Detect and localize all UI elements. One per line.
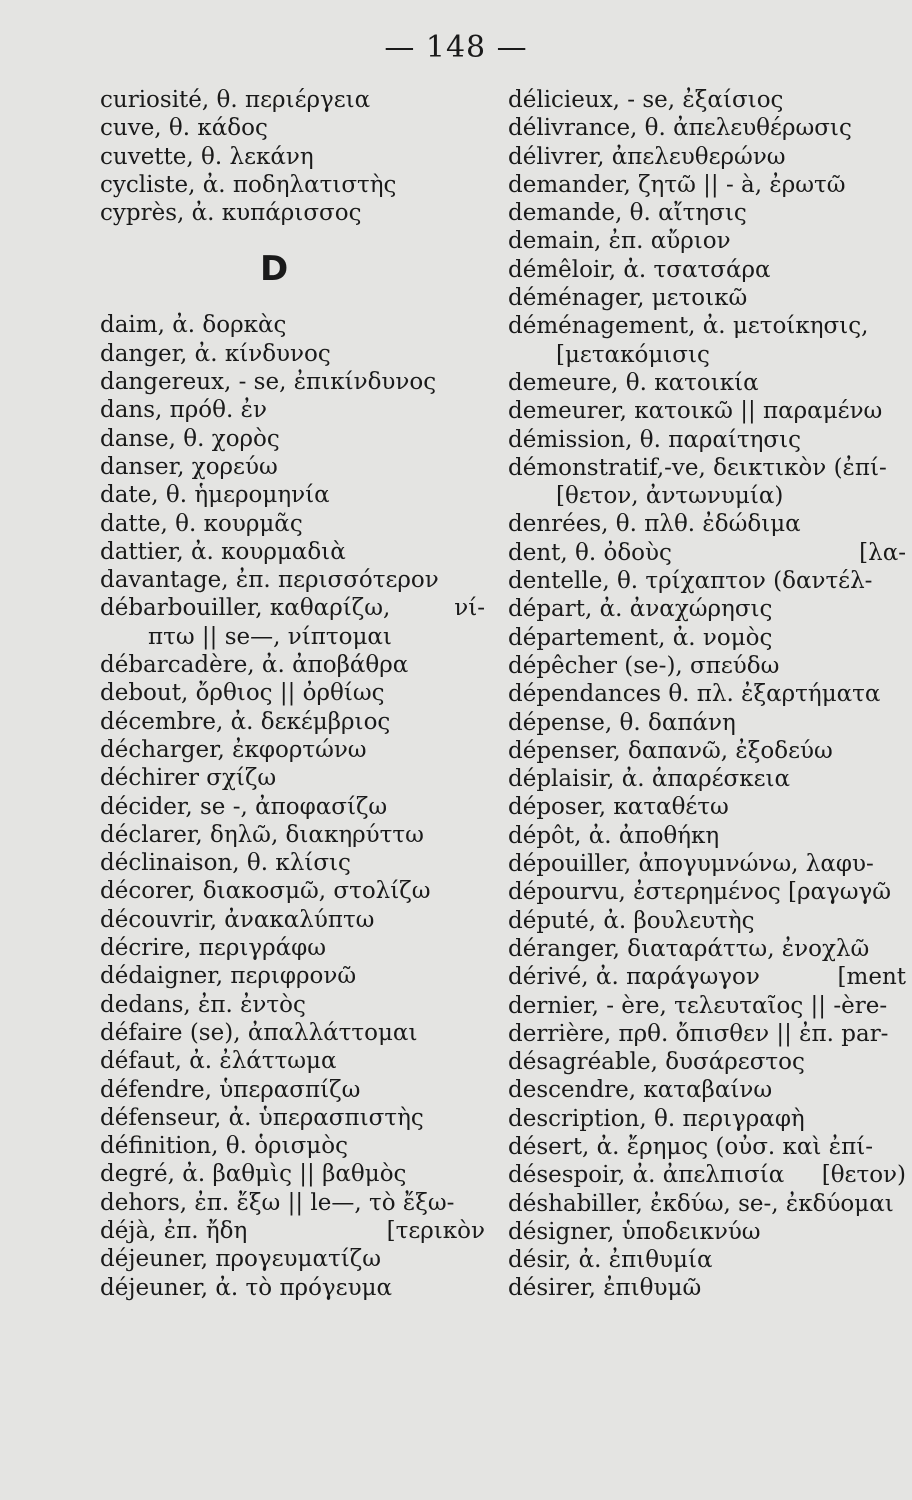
entry-text: délivrer, ἀπελευθερώνω (508, 143, 786, 170)
entry-text: dérivé, ἀ. παράγωγον (508, 964, 760, 991)
entry-text: défaire (se), ἀπαλλάττομαι (100, 1019, 418, 1046)
dictionary-entry (508, 850, 906, 878)
dictionary-entry (100, 510, 485, 538)
dictionary-entry (100, 114, 485, 142)
entry-text: défendre, ὑπερασπίζω (100, 1076, 361, 1103)
entry-text: dangereux, - se, ἐπικίνδυνος (100, 369, 437, 396)
entry-text: désert, ἀ. ἔρημος (οὐσ. καὶ ἐπί- (508, 1133, 874, 1160)
entry-continuation: [λα- (859, 539, 906, 566)
dictionary-entry (508, 256, 906, 284)
entry-text: désespoir, ἀ. ἀπελπισία (508, 1162, 785, 1189)
dictionary-entry (508, 935, 906, 963)
entry-text: description, θ. περιγραφὴ (508, 1105, 805, 1132)
dictionary-entry (100, 764, 485, 792)
entry-text: décharger, ἐκφορτώνω (100, 736, 367, 763)
entry-text: dentelle, θ. τρίχαπτον (δαντέλ- (508, 568, 873, 595)
entry-text: dedans, ἐπ. ἐντὸς (100, 991, 306, 1018)
entry-text: dattier, ἀ. κουρμαδιὰ (100, 538, 346, 565)
dictionary-entry (100, 708, 485, 736)
entry-text: déjeuner, ἀ. τὸ πρόγευμα (100, 1274, 393, 1301)
dictionary-entry (508, 1048, 906, 1076)
dictionary-entry (508, 737, 906, 765)
entry-text: dernier, - ère, τελευταῖος || -ère- (508, 992, 888, 1019)
dictionary-entry (100, 199, 485, 227)
dictionary-entry (508, 1133, 906, 1161)
entries-c-section (100, 86, 485, 227)
entry-text: dépenser, δαπανῶ, ἐξοδεύω (508, 737, 833, 764)
page-number: — 148 — (384, 30, 528, 65)
dictionary-entry (100, 425, 485, 453)
dictionary-entry (100, 368, 485, 396)
entry-text: débarbouiller, καθαρίζω, (100, 595, 391, 622)
right-column (508, 86, 906, 1303)
entry-text: dépense, θ. δαπάνη (508, 709, 736, 736)
entry-text: datte, θ. κουρμᾶς (100, 510, 303, 537)
dictionary-entry (100, 1047, 485, 1075)
dictionary-entry (100, 651, 485, 679)
entry-text: désagréable, δυσάρεστος (508, 1049, 805, 1076)
dictionary-entry (508, 1161, 906, 1189)
dictionary-entry (100, 906, 485, 934)
dictionary-entry (508, 454, 906, 482)
entry-text: derrière, πρθ. ὄπισθεν || ἐπ. par- (508, 1020, 889, 1047)
dictionary-entry (508, 312, 906, 340)
dictionary-entry (100, 1245, 485, 1273)
entry-text: demeure, θ. κατοικία (508, 369, 759, 396)
dictionary-entry (508, 963, 906, 991)
dictionary-entry (508, 1076, 906, 1104)
dictionary-entry (508, 652, 906, 680)
entry-text: déplaisir, ἀ. ἀπαρέσκεια (508, 766, 791, 793)
dictionary-entry (508, 1105, 906, 1133)
dictionary-entry (100, 171, 485, 199)
dictionary-entry (100, 849, 485, 877)
entry-text: déjeuner, προγευματίζω (100, 1246, 381, 1273)
entry-text: davantage, ἐπ. περισσότερον (100, 567, 439, 594)
dictionary-entry (100, 962, 485, 990)
entry-text: danse, θ. χορὸς (100, 425, 280, 452)
dictionary-entry (508, 1246, 906, 1274)
entry-text: cyprès, ἀ. κυπάρισσος (100, 200, 362, 227)
dictionary-entry (508, 907, 906, 935)
entry-text: cycliste, ἀ. ποδηλατιστὴς (100, 171, 397, 198)
entry-text: département, ἀ. νομὸς (508, 624, 773, 651)
section-heading: D (260, 249, 290, 290)
dictionary-entry (100, 1132, 485, 1160)
dictionary-entry (100, 311, 485, 339)
dictionary-entry (100, 594, 485, 622)
dictionary-entry (508, 539, 906, 567)
entry-text: délicieux, - se, ἐξαίσιος (508, 87, 784, 113)
dictionary-entry (100, 453, 485, 481)
dictionary-entry (508, 1274, 906, 1302)
entry-text: découvrir, ἀνακαλύπτω (100, 906, 375, 933)
dictionary-entry (508, 595, 906, 623)
dictionary-entry (508, 482, 906, 510)
dictionary-entry (100, 538, 485, 566)
entry-text: dépendances θ. πλ. ἐξαρτήματα (508, 681, 881, 708)
entry-text: descendre, καταβαίνω (508, 1077, 773, 1104)
dictionary-entry (508, 624, 906, 652)
dictionary-entry (100, 623, 485, 651)
entry-text: πτω || se—, νίπτομαι (148, 623, 392, 650)
entry-continuation: νί- (454, 595, 485, 622)
entry-text: danger, ἀ. κίνδυνος (100, 340, 331, 367)
dictionary-entry (508, 1020, 906, 1048)
dictionary-entry (508, 680, 906, 708)
entry-continuation: [τερικὸν (386, 1217, 485, 1244)
entry-text: dépêcher (se-), σπεύδω (508, 652, 780, 679)
entry-text: déchirer σχίζω (100, 765, 277, 792)
entry-text: débarcadère, ἀ. ἀποβάθρα (100, 652, 409, 679)
dictionary-entry (100, 679, 485, 707)
entry-text: curiosité, θ. περιέργεια (100, 87, 371, 113)
entry-text: demander, ζητῶ || - à, ἐρωτῶ (508, 171, 846, 198)
dictionary-entry (508, 510, 906, 538)
dictionary-entry (508, 143, 906, 171)
entry-text: déposer, καταθέτω (508, 794, 729, 821)
dictionary-entry (100, 1076, 485, 1104)
entry-text: désir, ἀ. ἐπιθυμία (508, 1247, 713, 1274)
dictionary-entry (100, 143, 485, 171)
entry-text: date, θ. ἡμερομηνία (100, 482, 330, 509)
dictionary-entry (100, 1160, 485, 1188)
dictionary-entry (508, 1190, 906, 1218)
entry-text: déshabiller, ἐκδύω, se-, ἐκδύομαι (508, 1190, 894, 1217)
dictionary-entry (100, 821, 485, 849)
entry-text: décrire, περιγράφω (100, 935, 327, 962)
entry-text: déménagement, ἀ. μετοίκησις, (508, 313, 869, 340)
dictionary-entry (508, 765, 906, 793)
dictionary-entry (100, 1274, 485, 1302)
dictionary-entry (508, 369, 906, 397)
dictionary-entry (100, 566, 485, 594)
entry-text: déjà, ἐπ. ἤδη (100, 1217, 248, 1244)
dictionary-entry (508, 227, 906, 255)
entry-text: [θετον, ἀντωνυμία) (556, 483, 784, 510)
entry-continuation: [θετον) (821, 1162, 906, 1189)
dictionary-entry (100, 991, 485, 1019)
dictionary-entry (508, 284, 906, 312)
dictionary-entry (508, 199, 906, 227)
entry-text: cuve, θ. κάδος (100, 115, 268, 142)
dictionary-entry (100, 934, 485, 962)
entry-text: définition, θ. ὁρισμὸς (100, 1133, 348, 1160)
entry-text: démêloir, ἀ. τσατσάρα (508, 256, 771, 283)
dictionary-entry (508, 567, 906, 595)
entry-text: démonstratif,-ve, δεικτικὸν (ἐπί- (508, 454, 887, 481)
entry-text: défenseur, ἀ. ὑπερασπιστὴς (100, 1104, 424, 1131)
entry-text: délivrance, θ. ἀπελευθέρωσις (508, 115, 852, 142)
entry-text: debout, ὄρθιος || ὀρθίως (100, 680, 385, 707)
entry-text: degré, ἀ. βαθμὶς || βαθμὸς (100, 1161, 407, 1188)
entries-d-section (100, 311, 485, 1301)
left-column (100, 86, 485, 1302)
entry-text: dépôt, ἀ. ἀποθήκη (508, 822, 720, 849)
entry-text: déclinaison, θ. κλίσις (100, 850, 351, 877)
dictionary-entry (508, 1218, 906, 1246)
dictionary-entry (100, 877, 485, 905)
entry-text: démission, θ. παραίτησις (508, 426, 802, 453)
dictionary-entry (508, 709, 906, 737)
entry-text: demeurer, κατοικῶ || παραμένω (508, 398, 883, 425)
dictionary-entry (508, 822, 906, 850)
dictionary-entry (100, 340, 485, 368)
entry-text: désigner, ὑποδεικνύω (508, 1218, 761, 1245)
entry-text: dépourvu, ἐστερημένος [ραγωγῶ (508, 879, 892, 906)
dictionary-entry (508, 341, 906, 369)
entry-text: déranger, διαταράττω, ἐνοχλῶ (508, 935, 870, 962)
entry-text: dent, θ. ὀδοὺς (508, 539, 672, 566)
dictionary-entry (508, 878, 906, 906)
dictionary-entry (508, 992, 906, 1020)
entry-text: départ, ἀ. ἀναχώρησις (508, 596, 773, 623)
entry-text: décembre, ἀ. δεκέμβριος (100, 708, 391, 735)
dictionary-entry (508, 114, 906, 142)
entries-right (508, 86, 906, 1303)
dictionary-entry (100, 1217, 485, 1245)
entry-continuation: [ment (837, 964, 906, 991)
dictionary-entry (100, 1019, 485, 1047)
entry-text: dehors, ἐπ. ἔξω || le—, τὸ ἔξω- (100, 1189, 455, 1216)
entry-text: dépouiller, ἀπογυμνώνω, λαφυ- (508, 851, 874, 878)
dictionary-entry (508, 793, 906, 821)
entry-text: denrées, θ. πλθ. ἐδώδιμα (508, 511, 801, 538)
entry-text: décorer, διακοσμῶ, στολίζω (100, 878, 431, 905)
entry-text: [μετακόμισις (556, 341, 710, 368)
dictionary-entry (100, 1189, 485, 1217)
dictionary-entry (100, 86, 485, 114)
dictionary-entry (508, 426, 906, 454)
entry-text: daim, ἀ. δορκὰς (100, 312, 287, 339)
entry-text: dédaigner, περιφρονῶ (100, 963, 357, 990)
entry-text: cuvette, θ. λεκάνη (100, 143, 314, 170)
entry-text: déménager, μετοικῶ (508, 285, 748, 312)
entry-text: demande, θ. αἴτησις (508, 200, 747, 227)
entry-text: danser, χορεύω (100, 453, 278, 480)
entry-text: déclarer, δηλῶ, διακηρύττω (100, 821, 424, 848)
entry-text: décider, se -, ἀποφασίζω (100, 793, 388, 820)
dictionary-entry (100, 481, 485, 509)
dictionary-entry (508, 171, 906, 199)
dictionary-entry (508, 397, 906, 425)
dictionary-entry (100, 396, 485, 424)
dictionary-entry (508, 86, 906, 114)
dictionary-entry (100, 1104, 485, 1132)
dictionary-entry (100, 793, 485, 821)
entry-text: député, ἀ. βουλευτὴς (508, 907, 755, 934)
entry-text: désirer, ἐπιθυμῶ (508, 1275, 702, 1302)
entry-text: demain, ἐπ. αὔριον (508, 228, 731, 255)
entry-text: dans, πρόθ. ἐν (100, 397, 267, 424)
dictionary-entry (100, 736, 485, 764)
entry-text: défaut, ἀ. ἐλάττωμα (100, 1048, 337, 1075)
